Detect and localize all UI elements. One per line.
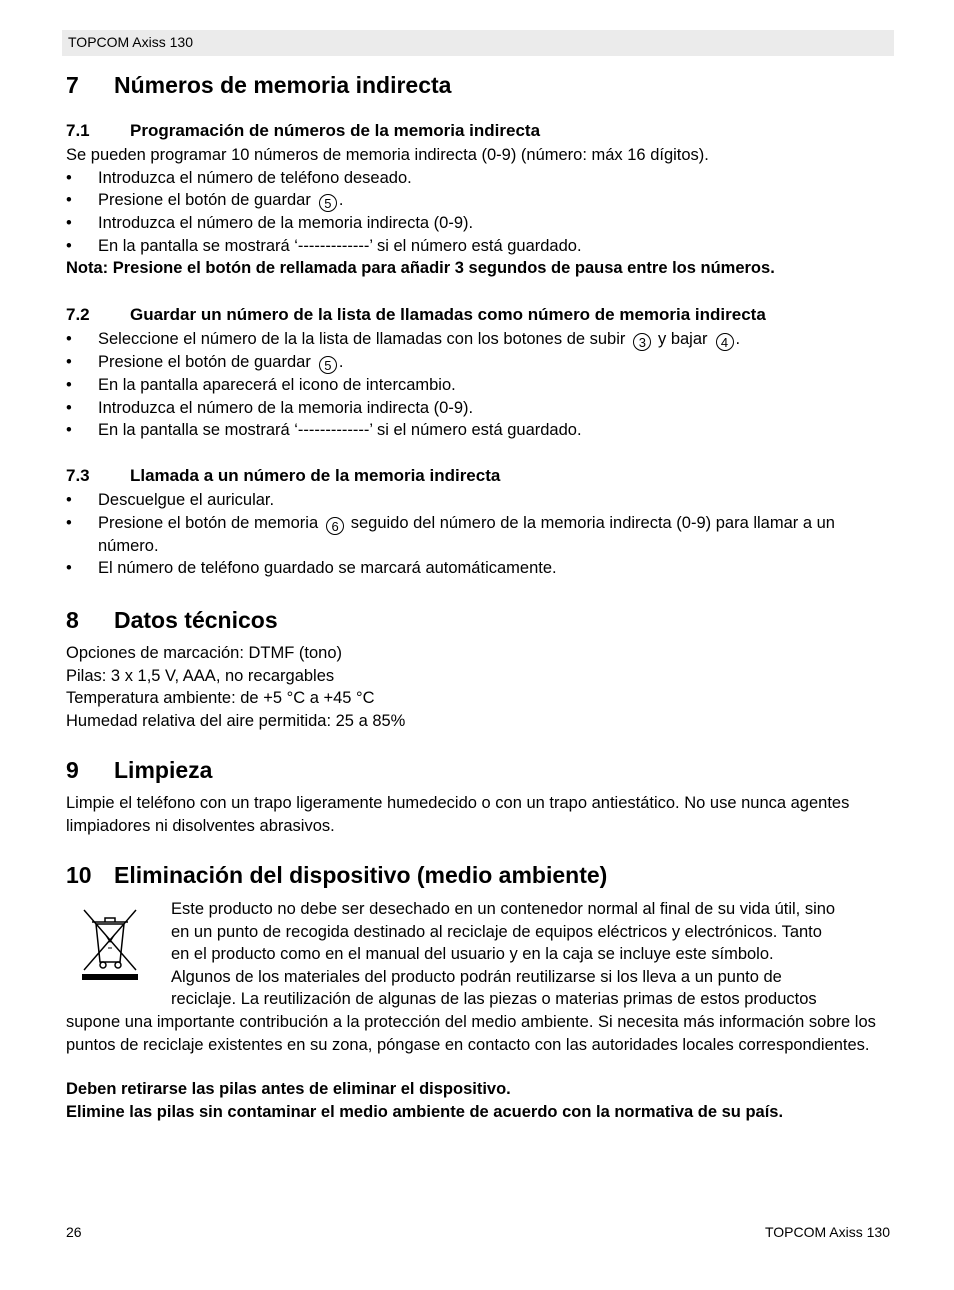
section-title: Eliminación del dispositivo (medio ambiente) — [114, 862, 608, 888]
section-number: 8 — [66, 607, 79, 633]
section-number: 10 — [66, 862, 92, 888]
subsection-title: Guardar un número de la lista de llamadas como número de memoria indirecta — [130, 305, 766, 324]
subsection-number: 7.3 — [66, 466, 90, 485]
list-item-text: seguido del número de la memoria indirecta (0-9) para llamar a un número. — [98, 513, 835, 555]
list-item — [66, 351, 892, 374]
key-5-icon: 5 — [319, 194, 337, 212]
list-item-text: Presione el botón de guardar — [98, 191, 311, 210]
page-number: 26 — [66, 1224, 82, 1240]
subsection-number: 7.1 — [66, 121, 90, 140]
section-title: Números de memoria indirecta — [114, 72, 452, 98]
section-8 — [66, 607, 892, 732]
list-item: • Introduzca el número de la memoria indirecta (0-9). — [66, 397, 892, 420]
key-4-icon: 4 — [716, 333, 734, 351]
text-line: en un punto de recogida destinado al reciclaje de equipos eléctricos y electrónicos. Tanto — [171, 922, 822, 941]
key-5-icon: 5 — [319, 356, 337, 374]
list-item-text: . — [735, 330, 741, 348]
text-line: reciclaje. La reutilización de algunas de las piezas o materias primas de estos productos — [171, 990, 817, 1009]
section-7-heading — [66, 72, 892, 99]
list-item-text: Presione el botón de guardar — [98, 353, 311, 371]
spec-line: Opciones de marcación: DTMF (tono) — [66, 644, 343, 662]
text-line: Algunos de los materiales del producto podrán reutilizarse si los lleva a un punto de — [171, 967, 782, 986]
paragraph: supone una importante contribución a la protección del medio ambiente. Si necesita más información sobre los puntos de reciclaje existentes en su zona, póngase en contacto con las autoridades locales correspondientes. — [66, 1013, 876, 1054]
list-item-text: . — [338, 191, 344, 210]
note: Nota: Presione el botón de rellamada para añadir 3 segundos de pausa entre los números. — [66, 259, 775, 278]
list-item-text: Presione el botón de memoria — [98, 513, 319, 532]
warning-line: Deben retirarse las pilas antes de eliminar el dispositivo. — [66, 1080, 511, 1099]
list-item — [66, 512, 892, 558]
list-item — [66, 189, 892, 212]
list-item: • En la pantalla aparecerá el icono de intercambio. — [66, 374, 892, 397]
subsection-title: Llamada a un número de la memoria indirecta — [130, 466, 501, 485]
header-title: TOPCOM Axiss 130 — [68, 34, 194, 50]
spec-line: Pilas: 3 x 1,5 V, AAA, no recargables — [66, 666, 335, 685]
disposal-text — [66, 1011, 892, 1123]
paragraph: Se pueden programar 10 números de memoria indirecta (0-9) (número: máx 16 dígitos). — [66, 146, 709, 164]
list-item-text: y bajar — [658, 330, 708, 348]
subsection-number: 7.2 — [66, 305, 90, 324]
section-7-3 — [66, 466, 892, 580]
section-7-1 — [66, 121, 892, 280]
section-number: 9 — [66, 757, 79, 783]
list-item: • Introduzca el número de la memoria indirecta (0-9). — [66, 212, 892, 235]
running-header — [62, 30, 894, 56]
section-7-2 — [66, 305, 892, 442]
section-9 — [66, 757, 892, 837]
text-line: en el producto como en el manual del usuario y en la caja se incluye este símbolo. — [171, 945, 774, 964]
list-item: • Descuelgue el auricular. — [66, 489, 892, 512]
list-item — [66, 328, 892, 351]
key-3-icon: 3 — [633, 333, 651, 351]
section-title: Limpieza — [114, 757, 213, 783]
list-item: • En la pantalla se mostrará ‘-------------’ si el número está guardado. — [66, 235, 892, 258]
section-number: 7 — [66, 72, 79, 98]
spec-line: Temperatura ambiente: de +5 °C a +45 °C — [66, 689, 375, 708]
bullet-list — [66, 167, 892, 258]
subsection-title: Programación de números de la memoria indirecta — [130, 121, 541, 140]
crossed-out-wheelie-bin-icon — [78, 904, 142, 984]
text-line: Este producto no debe ser desechado en un contenedor normal al final de su vida útil, sino — [171, 900, 836, 918]
footer-title: TOPCOM Axiss 130 — [764, 1224, 890, 1240]
list-item: • El número de teléfono guardado se marcará automáticamente. — [66, 557, 892, 580]
list-item-text: . — [338, 353, 344, 371]
bullet-list — [66, 489, 892, 580]
bullet-list — [66, 328, 892, 442]
list-item: • En la pantalla se mostrará ‘-------------’ si el número está guardado. — [66, 419, 892, 442]
section-title: Datos técnicos — [114, 607, 278, 633]
disposal-wrapped-text — [171, 898, 895, 1011]
warning-line: Elimine las pilas sin contaminar el medio ambiente de acuerdo con la normativa de su país. — [66, 1102, 784, 1121]
list-item-text: Seleccione el número de la la lista de llamadas con los botones de subir — [98, 330, 626, 348]
key-6-icon: 6 — [326, 517, 344, 535]
spec-line: Humedad relativa del aire permitida: 25 a 85% — [66, 711, 406, 730]
list-item: • Introduzca el número de teléfono deseado. — [66, 167, 892, 190]
section-10-heading — [66, 862, 892, 889]
paragraph: Limpie el teléfono con un trapo ligeramente humedecido o con un trapo antiestático. No use nunca agentes limpiadores ni disolventes abrasivos. — [66, 794, 850, 835]
